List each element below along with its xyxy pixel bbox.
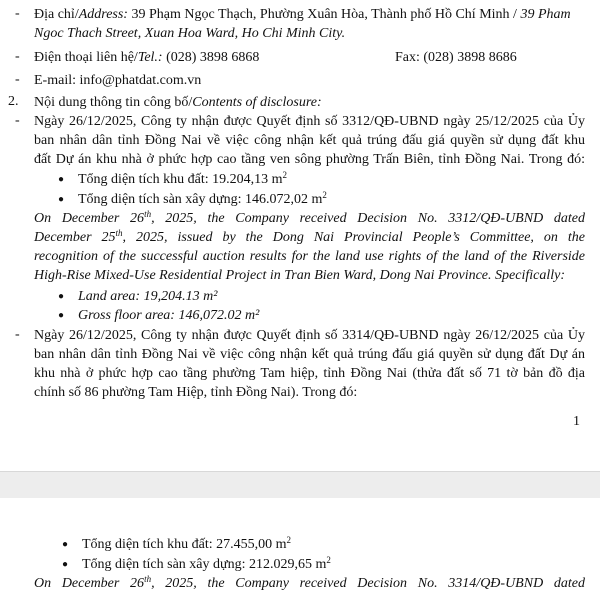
item2-land-area-text: Tổng diện tích khu đất: 27.455,00 m bbox=[82, 537, 287, 552]
item1-en-line4: High-Rise Mixed-Use Residential Project in Tran Bien Ward, Dong Nai Province. Specifically: bbox=[34, 268, 565, 283]
email-line: E-mail: info@phatdat.com.vn bbox=[34, 73, 202, 88]
bullet-icon: ● bbox=[62, 559, 69, 570]
item2-land-area bbox=[82, 536, 291, 554]
address-vi: 39 Phạm Ngọc Thạch, Phường Xuân Hòa, Thành phố Hồ Chí Minh / bbox=[127, 7, 517, 22]
list-dash: - bbox=[15, 327, 20, 342]
address-line bbox=[34, 6, 571, 24]
list-dash: - bbox=[15, 6, 20, 21]
item1-vi-line3: đất Dự án khu nhà ở phức hợp cao tầng ven sông phường Trấn Biên, tỉnh Đồng Nai. Trong đó: bbox=[34, 152, 585, 167]
phone-value: (028) 3898 6868 bbox=[162, 50, 260, 65]
superscript-2: 2 bbox=[326, 555, 331, 565]
superscript-2: 2 bbox=[282, 170, 288, 180]
page-number: 1 bbox=[573, 414, 580, 429]
item1-en-land-area: Land area: 19,204.13 m² bbox=[78, 289, 218, 304]
fax-line: Fax: (028) 3898 8686 bbox=[395, 50, 517, 65]
section-title bbox=[34, 94, 322, 112]
item2-en-line1-b: , 2025, the Company received Decision No. 3314/QĐ-UBND dated bbox=[151, 576, 585, 591]
phone-label: Điện thoại liên hệ/ bbox=[34, 50, 138, 65]
bullet-icon: ● bbox=[62, 539, 69, 550]
address-label: Địa chỉ/ bbox=[34, 7, 79, 22]
item1-vi-line2: ban nhân dân tỉnh Đồng Nai về việc công nhận kết quả trúng đấu giá quyền sử dụng đất khu bbox=[34, 133, 585, 148]
item1-en-line2-b: , 2025, issued by the Dong Nai Provincial People’s Committee, on the bbox=[122, 230, 585, 245]
bullet-icon: ● bbox=[58, 194, 65, 205]
item2-en-line1-a: On December 26 bbox=[34, 576, 145, 591]
section-title-vi: Nội dung thông tin công bố/ bbox=[34, 95, 193, 110]
bullet-icon: ● bbox=[58, 174, 65, 185]
superscript-th: th bbox=[144, 209, 152, 219]
item1-en-line1 bbox=[34, 210, 585, 228]
list-dash: - bbox=[15, 49, 20, 64]
page-separator bbox=[0, 471, 600, 499]
section-number: 2. bbox=[8, 94, 19, 109]
superscript-2: 2 bbox=[286, 535, 292, 545]
list-dash: - bbox=[15, 113, 20, 128]
item2-vi-line4: chính số 86 phường Tam Hiệp, tỉnh Đồng Nai). Trong đó: bbox=[34, 385, 358, 400]
item1-en-line1-a: On December 26 bbox=[34, 211, 145, 226]
phone-label-en: Tel.: bbox=[137, 50, 163, 65]
address-en-continued: Ngoc Thach Street, Xuan Hoa Ward, Ho Chi Minh City. bbox=[34, 26, 346, 41]
superscript-2: 2 bbox=[322, 190, 327, 200]
item2-en-line1 bbox=[34, 575, 585, 593]
phone-line bbox=[34, 49, 259, 67]
bullet-icon: ● bbox=[58, 291, 65, 302]
item1-land-area bbox=[78, 171, 287, 189]
item1-en-line3: recognition of the successful auction results for the land use rights of the land of the Riverside bbox=[34, 249, 585, 264]
document-page-2 bbox=[0, 498, 600, 600]
item1-floor-area-text: Tổng diện tích sàn xây dựng: 146.072,02 m bbox=[78, 192, 323, 207]
item1-vi-line1: Ngày 26/12/2025, Công ty nhận được Quyết định số 3312/QĐ-UBND ngày 25/12/2025 của Ủy bbox=[34, 114, 585, 129]
item2-vi-line3: khu nhà ở phức hợp cao tầng phường Tam hiệp, tỉnh Đồng Nai (thửa đất số 71 tờ bản đồ địa bbox=[34, 366, 585, 381]
item2-floor-area-text: Tổng diện tích sàn xây dựng: 212.029,65 m bbox=[82, 557, 327, 572]
item2-floor-area bbox=[82, 556, 331, 574]
item1-en-line2-a: December 25 bbox=[34, 230, 116, 245]
item1-en-line1-b: , 2025, the Company received Decision No. 3312/QĐ-UBND dated bbox=[151, 211, 585, 226]
item1-en-line2 bbox=[34, 229, 585, 247]
item1-en-floor-area: Gross floor area: 146,072.02 m² bbox=[78, 308, 260, 323]
address-en-start: 39 Pham bbox=[516, 7, 571, 22]
bullet-icon: ● bbox=[58, 310, 65, 321]
superscript-th: th bbox=[144, 574, 152, 584]
address-label-en: Address: bbox=[78, 7, 128, 22]
superscript-th: th bbox=[115, 228, 123, 238]
item1-floor-area bbox=[78, 191, 327, 209]
item2-vi-line1: Ngày 26/12/2025, Công ty nhận được Quyết định số 3314/QĐ-UBND ngày 26/12/2025 của Ủy bbox=[34, 328, 585, 343]
section-title-en: Contents of disclosure: bbox=[192, 95, 322, 110]
item2-vi-line2: ban nhân dân tỉnh Đồng Nai về việc công nhận kết quả trúng đấu giá quyền sử dụng đất Dự án bbox=[34, 347, 585, 362]
list-dash: - bbox=[15, 72, 20, 87]
item1-land-area-text: Tổng diện tích khu đất: 19.204,13 m bbox=[78, 172, 283, 187]
